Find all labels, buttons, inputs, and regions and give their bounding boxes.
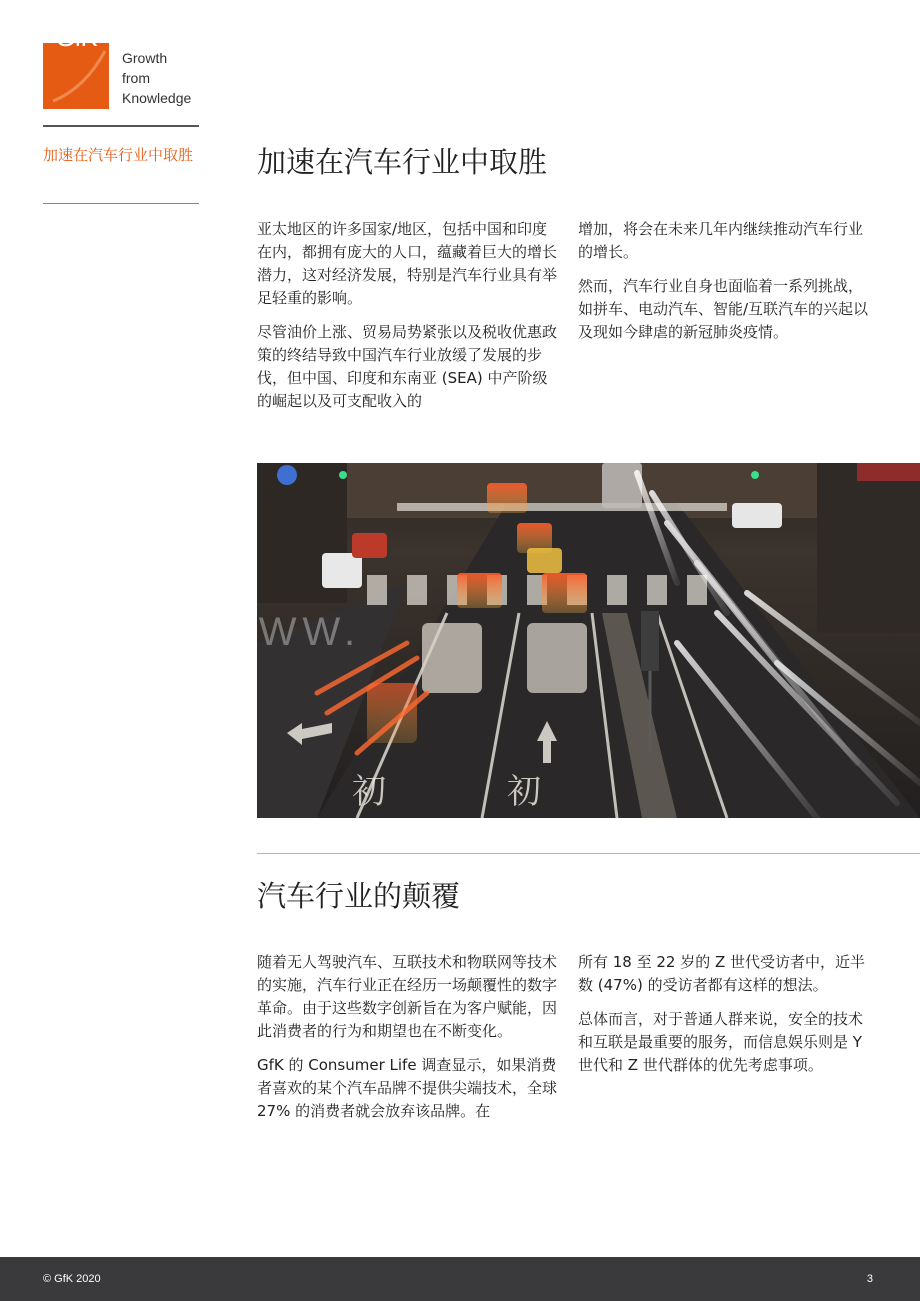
paragraph: 增加，将会在未来几年内继续推动汽车行业的增长。 [578,220,864,261]
page-footer [0,1257,920,1301]
paragraph: 亚太地区的许多国家/地区，包括中国和印度在内，都拥有庞大的人口，蕴藏着巨大的增长潜力，这对经济发展，特别是汽车行业具有举足轻重的影响。 [257,220,558,307]
sidebar-bottom-divider [43,203,199,204]
paragraph: 总体而言，对于普通人群来说，安全的技术和互联是最重要的服务，而信息娱乐则是 Y 世代和 Z 世代群体的优先考虑事项。 [578,1010,864,1074]
paragraph: 然而，汽车行业自身也面临着一系列挑战，如拼车、电动汽车、智能/互联汽车的兴起以及现如今肆虐的新冠肺炎疫情。 [578,277,869,341]
section1-right-column [578,218,870,355]
section2-left-column [257,951,557,1134]
tagline-line: Knowledge [122,90,192,106]
watermark: WWW. [215,610,362,654]
sidebar-section-title: 加速在汽车行业中取胜 [43,146,194,164]
page-number: 3 [866,1273,873,1285]
section2-right-column [578,951,870,1088]
section-heading: 加速在汽车行业中取胜 [257,145,548,179]
section1-left-column [257,218,557,424]
paragraph: GfK 的 Consumer Life 调查显示，如果消费者喜欢的某个汽车品牌不提供尖端技术，全球 27% 的消费者就会放弃该品牌。在 [257,1056,558,1120]
copyright-text: © GfK 2020 [43,1273,101,1285]
sidebar-top-divider [43,125,199,127]
tagline-line: Growth [122,50,168,66]
logo-text: GfK [55,22,97,52]
road-marking-text: 初 [507,772,541,812]
tagline [122,48,191,108]
section-divider [257,853,920,854]
paragraph: 随着无人驾驶汽车、互联技术和物联网等技术的实施，汽车行业正在经历一场颠覆性的数字革命。由于这些数字创新旨在为客户赋能，因此消费者的行为和期望也在不断变化。 [257,953,558,1040]
section-heading: 汽车行业的颠覆 [257,879,461,913]
tagline-line: from [122,70,150,86]
road-marking-text: 初 [352,772,386,812]
paragraph: 尽管油价上涨、贸易局势紧张以及税收优惠政策的终结导致中国汽车行业放缓了发展的步伐，但中国、印度和东南亚 (SEA) 中产阶级的崛起以及可支配收入的 [257,323,558,410]
paragraph: 所有 18 至 22 岁的 Z 世代受访者中，近半数 (47%) 的受访者都有这样的想法。 [578,953,866,994]
